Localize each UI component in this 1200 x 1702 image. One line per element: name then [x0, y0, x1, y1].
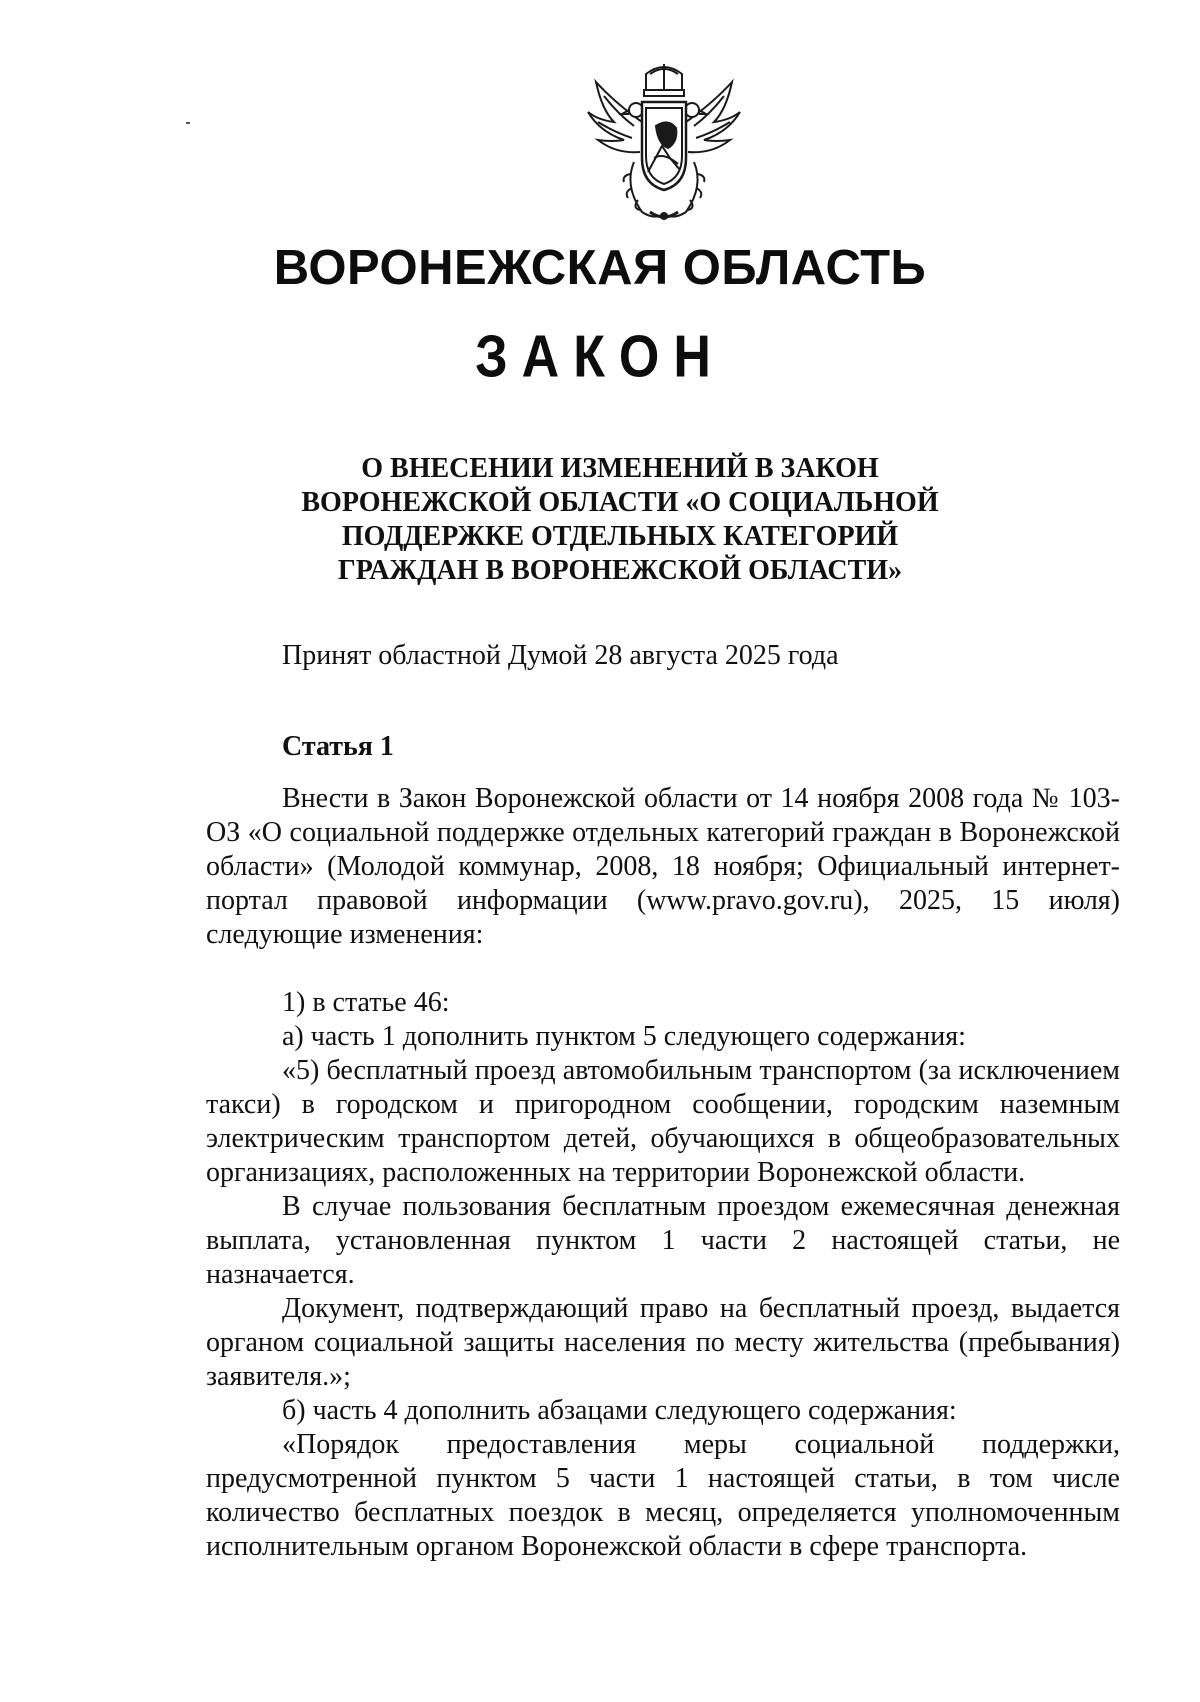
- coat-of-arms-icon: [584, 62, 744, 224]
- payment-paragraph: В случае пользования бесплатным проездом ежемесячная денежная выплата, установленная пунктом 1 части 2 настоящей статьи, не назначается.: [206, 1191, 1120, 1290]
- sub-item-a: а) часть 1 дополнить пунктом 5 следующего содержания:: [282, 1021, 966, 1052]
- procedure-paragraph: «Порядок предоставления меры социальной поддержки, предусмотренной пунктом 5 части 1 настоящей статьи, в том числе количество бесплатных поездок в месяц, определяется уполномоченным исполнительным органом Воронежской области в сфере транспорта.: [206, 1429, 1120, 1562]
- law-title-line: ПОДДЕРЖКЕ ОТДЕЛЬНЫХ КАТЕГОРИЙ: [341, 521, 899, 552]
- region-title: ВОРОНЕЖСКАЯ ОБЛАСТЬ: [273, 241, 927, 295]
- point-5-text: «5) бесплатный проезд автомобильным транспортом (за исключением такси) в городском и пригородном сообщении, городским наземным электрическим транспортом детей, обучающихся в общеобразовательных организациях, расположенных на территории Воронежской области.: [206, 1055, 1120, 1188]
- law-title-line: О ВНЕСЕНИИ ИЗМЕНЕНИЙ В ЗАКОН: [361, 453, 879, 484]
- article-body: [206, 782, 1120, 1564]
- article-intro: Внести в Закон Воронежской области от 14 ноября 2008 года № 103-ОЗ «О социальной поддержке отдельных категорий граждан в Воронежской области» (Молодой коммунар, 2008, 18 ноября; Официальный интернет-портал правовой информации (www.pravo.gov.ru), 2025, 15 июля) следующие изменения:: [206, 783, 1120, 950]
- scan-speck: [186, 122, 190, 124]
- law-title: [200, 452, 1040, 588]
- item-1: 1) в статье 46:: [282, 987, 450, 1018]
- adoption-note: Принят областной Думой 28 августа 2025 года: [282, 640, 839, 671]
- article-heading: Статья 1: [282, 731, 394, 762]
- law-title-line: ГРАЖДАН В ВОРОНЕЖСКОЙ ОБЛАСТИ»: [337, 555, 903, 586]
- document-type: ЗАКОН: [475, 323, 725, 391]
- document-paragraph: Документ, подтверждающий право на бесплатный проезд, выдается органом социальной защиты населения по месту жительства (пребывания) заявителя.»;: [206, 1293, 1120, 1392]
- law-title-line: ВОРОНЕЖСКОЙ ОБЛАСТИ «О СОЦИАЛЬНОЙ: [301, 487, 939, 518]
- sub-item-b: б) часть 4 дополнить абзацами следующего содержания:: [282, 1395, 957, 1426]
